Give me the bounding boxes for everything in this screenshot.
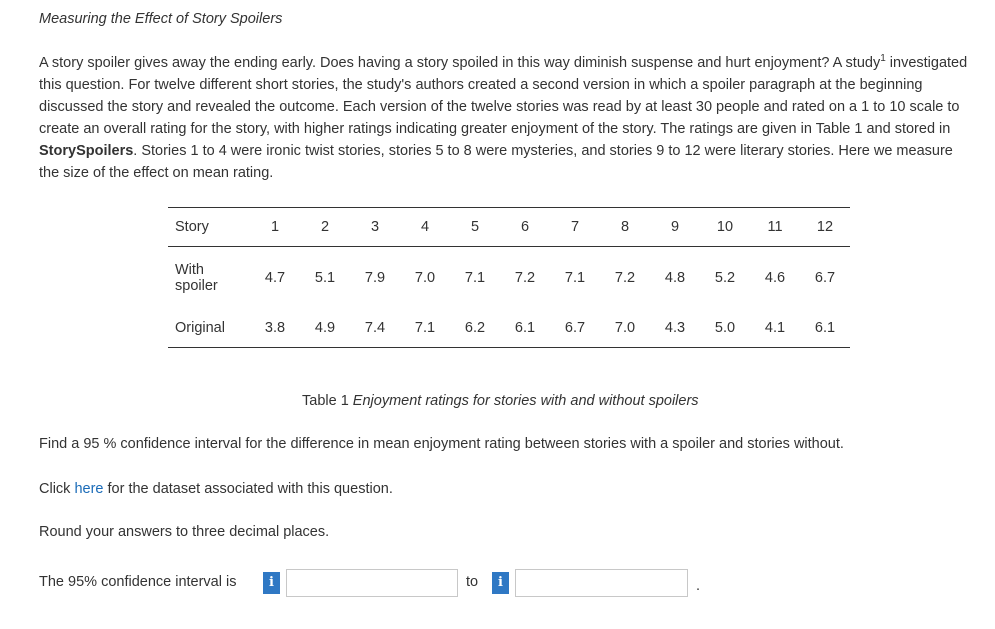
table-cell: 6.7 <box>814 270 836 286</box>
table-cell: 7.4 <box>350 309 400 348</box>
story-number: 1 <box>250 208 300 247</box>
table-cell: 5.2 <box>714 270 736 286</box>
intro-paragraph <box>39 52 974 184</box>
table-cell: 4.7 <box>264 270 286 286</box>
table-cell: 7.1 <box>464 270 486 286</box>
story-number: 11 <box>750 208 800 247</box>
table-cell: 6.7 <box>550 309 600 348</box>
caption-prefix: Table 1 <box>302 393 353 409</box>
end-period: . <box>696 578 701 594</box>
table-cell: 4.8 <box>664 270 686 286</box>
ci-lower-input[interactable] <box>286 569 458 597</box>
row-label-original: Original <box>168 309 250 348</box>
table-row-with-spoiler <box>168 247 850 310</box>
story-number: 12 <box>800 208 850 247</box>
to-label: to <box>466 574 479 590</box>
info-icon[interactable]: i <box>263 572 280 594</box>
table-cell: 4.3 <box>650 309 700 348</box>
table-cell: 6.1 <box>500 309 550 348</box>
story-number: 6 <box>500 208 550 247</box>
ci-label: The 95% confidence interval is <box>39 574 237 590</box>
table-cell: 7.2 <box>514 270 536 286</box>
intro-text-2: investigated this question. For twelve different short stories, the study's authors created a second version in which a spoiler paragraph at the beginning discussed the story and revealed the outcome. Each version of the twelve stories was read by at least 30 people and rated on a 1 to 10 scale to create an overall rating for the story, with higher ratings indicating greater enjoyment of the story. The ratings are given in Table 1 and stored in <box>39 55 968 137</box>
dataset-link[interactable]: here <box>74 481 104 497</box>
table-cell: 6.2 <box>450 309 500 348</box>
table-cell: 7.2 <box>614 270 636 286</box>
story-number: 4 <box>400 208 450 247</box>
story-number: 3 <box>350 208 400 247</box>
intro-text-3: . Stories 1 to 4 were ironic twist stories, stories 5 to 8 were mysteries, and stories 9 to 12 were literary stories. Here we measure the size of the effect on mean rating. <box>39 143 953 181</box>
story-number: 5 <box>450 208 500 247</box>
story-number: 9 <box>650 208 700 247</box>
info-icon[interactable]: i <box>492 572 509 594</box>
table-caption <box>302 393 699 409</box>
table-cell: 4.9 <box>300 309 350 348</box>
click-after: for the dataset associated with this question. <box>103 481 393 497</box>
table-cell: 4.1 <box>750 309 800 348</box>
table-cell: 7.0 <box>600 309 650 348</box>
story-number: 8 <box>600 208 650 247</box>
dataset-name: StorySpoilers <box>39 143 134 159</box>
table-cell: 7.0 <box>414 270 436 286</box>
table-cell: 4.6 <box>764 270 786 286</box>
ci-upper-input[interactable] <box>515 569 688 597</box>
click-before: Click <box>39 481 75 497</box>
caption-text: Enjoyment ratings for stories with and without spoilers <box>352 393 699 409</box>
story-number: 2 <box>300 208 350 247</box>
problem-title: Measuring the Effect of Story Spoilers <box>39 11 283 27</box>
table-row-original <box>168 309 850 348</box>
table-cell: 3.8 <box>250 309 300 348</box>
table-cell: 5.1 <box>314 270 336 286</box>
row-label-with-spoiler: With spoiler <box>175 262 218 294</box>
table-cell: 5.0 <box>700 309 750 348</box>
table-cell: 6.1 <box>800 309 850 348</box>
header-label: Story <box>168 208 250 247</box>
story-number: 10 <box>700 208 750 247</box>
rounding-instruction: Round your answers to three decimal places. <box>39 524 330 540</box>
footnote-marker: 1 <box>880 53 886 65</box>
ratings-table <box>168 207 850 348</box>
table-cell: 7.1 <box>400 309 450 348</box>
dataset-link-line <box>39 481 393 497</box>
question-text: Find a 95 % confidence interval for the difference in mean enjoyment rating between stories with a spoiler and stories without. <box>39 436 844 452</box>
table-header-row <box>168 208 850 247</box>
table-cell: 7.1 <box>564 270 586 286</box>
table-cell: 7.9 <box>364 270 386 286</box>
story-number: 7 <box>550 208 600 247</box>
intro-text-1: A story spoiler gives away the ending early. Does having a story spoiled in this way diminish suspense and hurt enjoyment? A study <box>39 55 881 71</box>
